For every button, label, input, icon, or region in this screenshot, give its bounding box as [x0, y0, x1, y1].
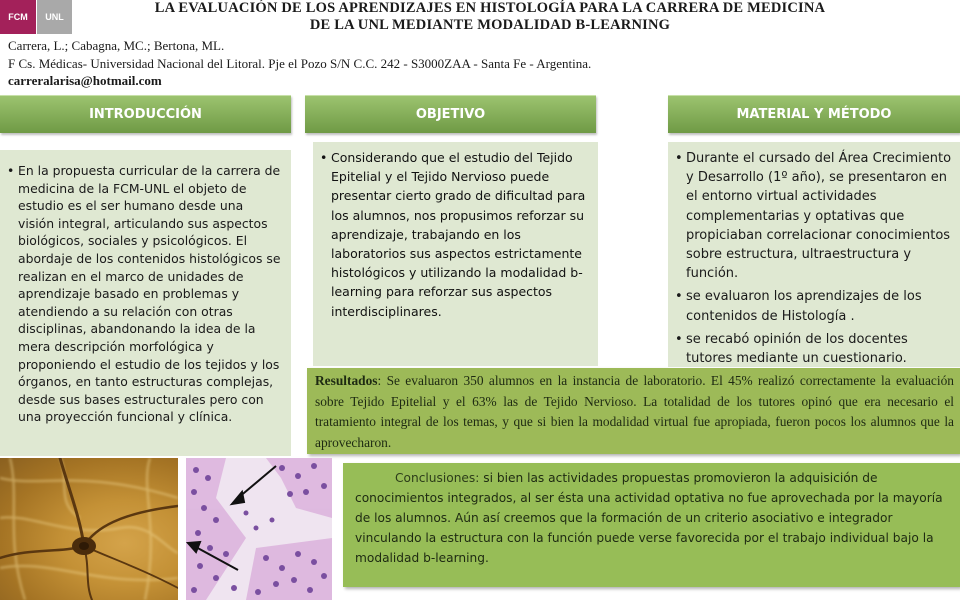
material-item: • Durante el cursado del Área Crecimiento y Desarrollo (1º año), se presentaron en el entorno virtual actividades complementarias y optativas que propiciaban correlacionar conocimientos sobre estructura, ultraestructura y función. — [686, 149, 952, 283]
resultados-label: Resultados — [315, 373, 378, 388]
epithelium-micrograph — [186, 458, 332, 600]
introduccion-box — [0, 150, 291, 456]
resultados-box — [307, 368, 960, 454]
material-box — [668, 142, 960, 367]
title-line-1: LA EVALUACIÓN DE LOS APRENDIZAJES EN HISTOLOGÍA PARA LA CARRERA DE MEDICINA — [154, 0, 826, 16]
title-line-2: DE LA UNL MEDIANTE MODALIDAD B-LEARNING — [309, 17, 671, 33]
neuron-micrograph — [0, 458, 178, 600]
unl-logo: UNL — [37, 0, 72, 34]
resultados-text: : Se evaluaron 350 alumnos en la instancia de laboratorio. El 45% realizó correctamente la evaluación sobre Tejido Epitelial y el 63% las de Tejido Nervioso. La totalidad de los tutores opinó que era necesario el tratamiento integral de los temas, y que si bien la modalidad virtual fue apropiada, fueron pocos los alumnos que la aprovecharon. — [315, 373, 954, 450]
objetivo-header: OBJETIVO — [305, 95, 596, 133]
objetivo-box — [313, 142, 598, 366]
neuron-micrograph-art — [0, 458, 178, 600]
poster-title — [80, 0, 900, 34]
objetivo-text: • Considerando que el estudio del Tejido Epitelial y el Tejido Nervioso puede presentar cierto grado de dificultad para los alumnos, nos propusimos reforzar su aprendizaje, trabajando en los laboratorios sus aspectos estrictamente histológicos y utilizando la modalidad b-learning para reforzar sus aspectos interdisciplinares. — [331, 148, 590, 321]
fcm-logo: FCM — [0, 0, 36, 34]
material-header: MATERIAL Y MÉTODO — [668, 95, 960, 133]
email: carreralarisa@hotmail.com — [8, 73, 162, 88]
epithelium-micrograph-art — [186, 458, 332, 600]
introduccion-text: • En la propuesta curricular de la carrera de medicina de la FCM-UNL el objeto de estudio es el ser humano desde una visión integral, articulando sus aspectos biológicos, sociales y psicológicos. El abordaje de los contenidos histológicos se realizan en el marco de unidades de aprendizaje basado en problemas y atendiendo a su relación con otras disciplinas, abandonando la idea de la mera descripción morfológica y proponiendo el estudio de los tejidos y los órganos, en tanto estructuras complejas, desde sus bases estructurales pero con una proyección funcional y clínica. — [18, 162, 283, 426]
affiliation: F Cs. Médicas- Universidad Nacional del Litoral. Pje el Pozo S/N C.C. 242 - S3000ZAA - Santa Fe - Argentina. — [8, 56, 592, 71]
conclusiones-text: si bien las actividades propuestas promovieron la adquisición de conocimientos integrados, al ser ésta una actividad optativa no fue aprovechada por la mayoría de los alumnos. Aún así creemos que la formación de un criterio asociativo e integrador vinculando la estructura con la función puede verse favorecida por el trabajo individual bajo la modalidad b-learning. — [355, 471, 943, 565]
material-item: • se evaluaron los aprendizajes de los contenidos de Histología . — [686, 287, 952, 325]
introduccion-header: INTRODUCCIÓN — [0, 95, 291, 133]
authors: Carrera, L.; Cabagna, MC.; Bertona, ML. — [8, 38, 225, 53]
conclusiones-label: Conclusiones: — [395, 471, 480, 485]
material-item: • se recabó opinión de los docentes tutores mediante un cuestionario. — [686, 330, 952, 368]
conclusiones-box — [343, 463, 960, 587]
